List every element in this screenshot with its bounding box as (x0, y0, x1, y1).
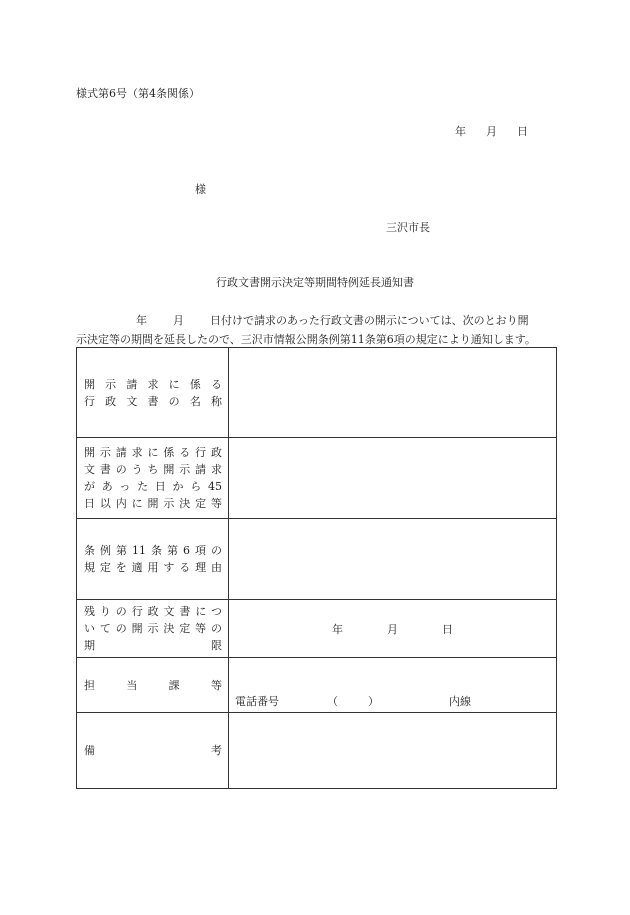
department-label-text (84, 677, 222, 694)
paren-close: ） (368, 695, 379, 708)
row-document-name (77, 348, 557, 438)
phone-line (235, 693, 471, 709)
value-document-name[interactable] (229, 348, 557, 438)
issue-date (455, 123, 528, 139)
recipient-suffix: 様 (195, 183, 206, 196)
department-label-char: 当 (126, 678, 138, 692)
label-within-45-days: 開示請求に係る行政 文書のうち開示請求 があった日から45 日以内に開示決定等 (77, 438, 229, 519)
deadline-day: 日 (442, 622, 453, 636)
row-within-45-days (77, 438, 557, 519)
deadline-year: 年 (332, 622, 343, 636)
paren-open: （ (327, 695, 338, 708)
value-reason[interactable] (229, 519, 557, 600)
row-reason (77, 519, 557, 600)
value-within-45-days[interactable] (229, 438, 557, 519)
body-month: 月 (173, 314, 184, 327)
label-department (77, 658, 229, 713)
body-text-line2: 示決定等の期間を延長したので、三沢市情報公開条例第11条第6項の規定により通知します。 (76, 333, 536, 346)
form-number: 様式第6号（第4条関係） (76, 87, 200, 100)
label-document-name: 開示請求に係る 行政文書の名称 (77, 348, 229, 438)
body-text-line1 (136, 312, 529, 328)
row-remaining-deadline (77, 600, 557, 658)
department-label-char: 課 (168, 678, 180, 692)
deadline-month: 月 (387, 622, 398, 636)
notice-table (76, 347, 557, 789)
value-remarks[interactable] (229, 713, 557, 789)
row-remarks (77, 713, 557, 789)
issuer: 三沢市長 (386, 221, 430, 234)
value-department[interactable] (229, 658, 557, 713)
department-label-char: 等 (210, 678, 222, 692)
extension-label: 内線 (449, 695, 471, 708)
label-remaining-deadline: 残りの行政文書につ いての開示決定等の 期 限 (77, 600, 229, 658)
value-remaining-deadline[interactable] (229, 600, 557, 658)
body-year: 年 (136, 314, 147, 327)
date-year: 年 (455, 125, 466, 138)
date-month: 月 (486, 125, 497, 138)
document-title: 行政文書開示決定等期間特例延長通知書 (216, 276, 414, 289)
label-reason: 条例第11条第6項の 規定を適用する理由 (77, 519, 229, 600)
row-department (77, 658, 557, 713)
body-rest: 日付けで請求のあった行政文書の開示については、次のとおり開 (210, 314, 529, 327)
department-label-char: 担 (84, 678, 95, 692)
phone-label: 電話番号 (235, 695, 279, 708)
date-day: 日 (517, 125, 528, 138)
label-remarks: 備 考 (77, 713, 229, 789)
